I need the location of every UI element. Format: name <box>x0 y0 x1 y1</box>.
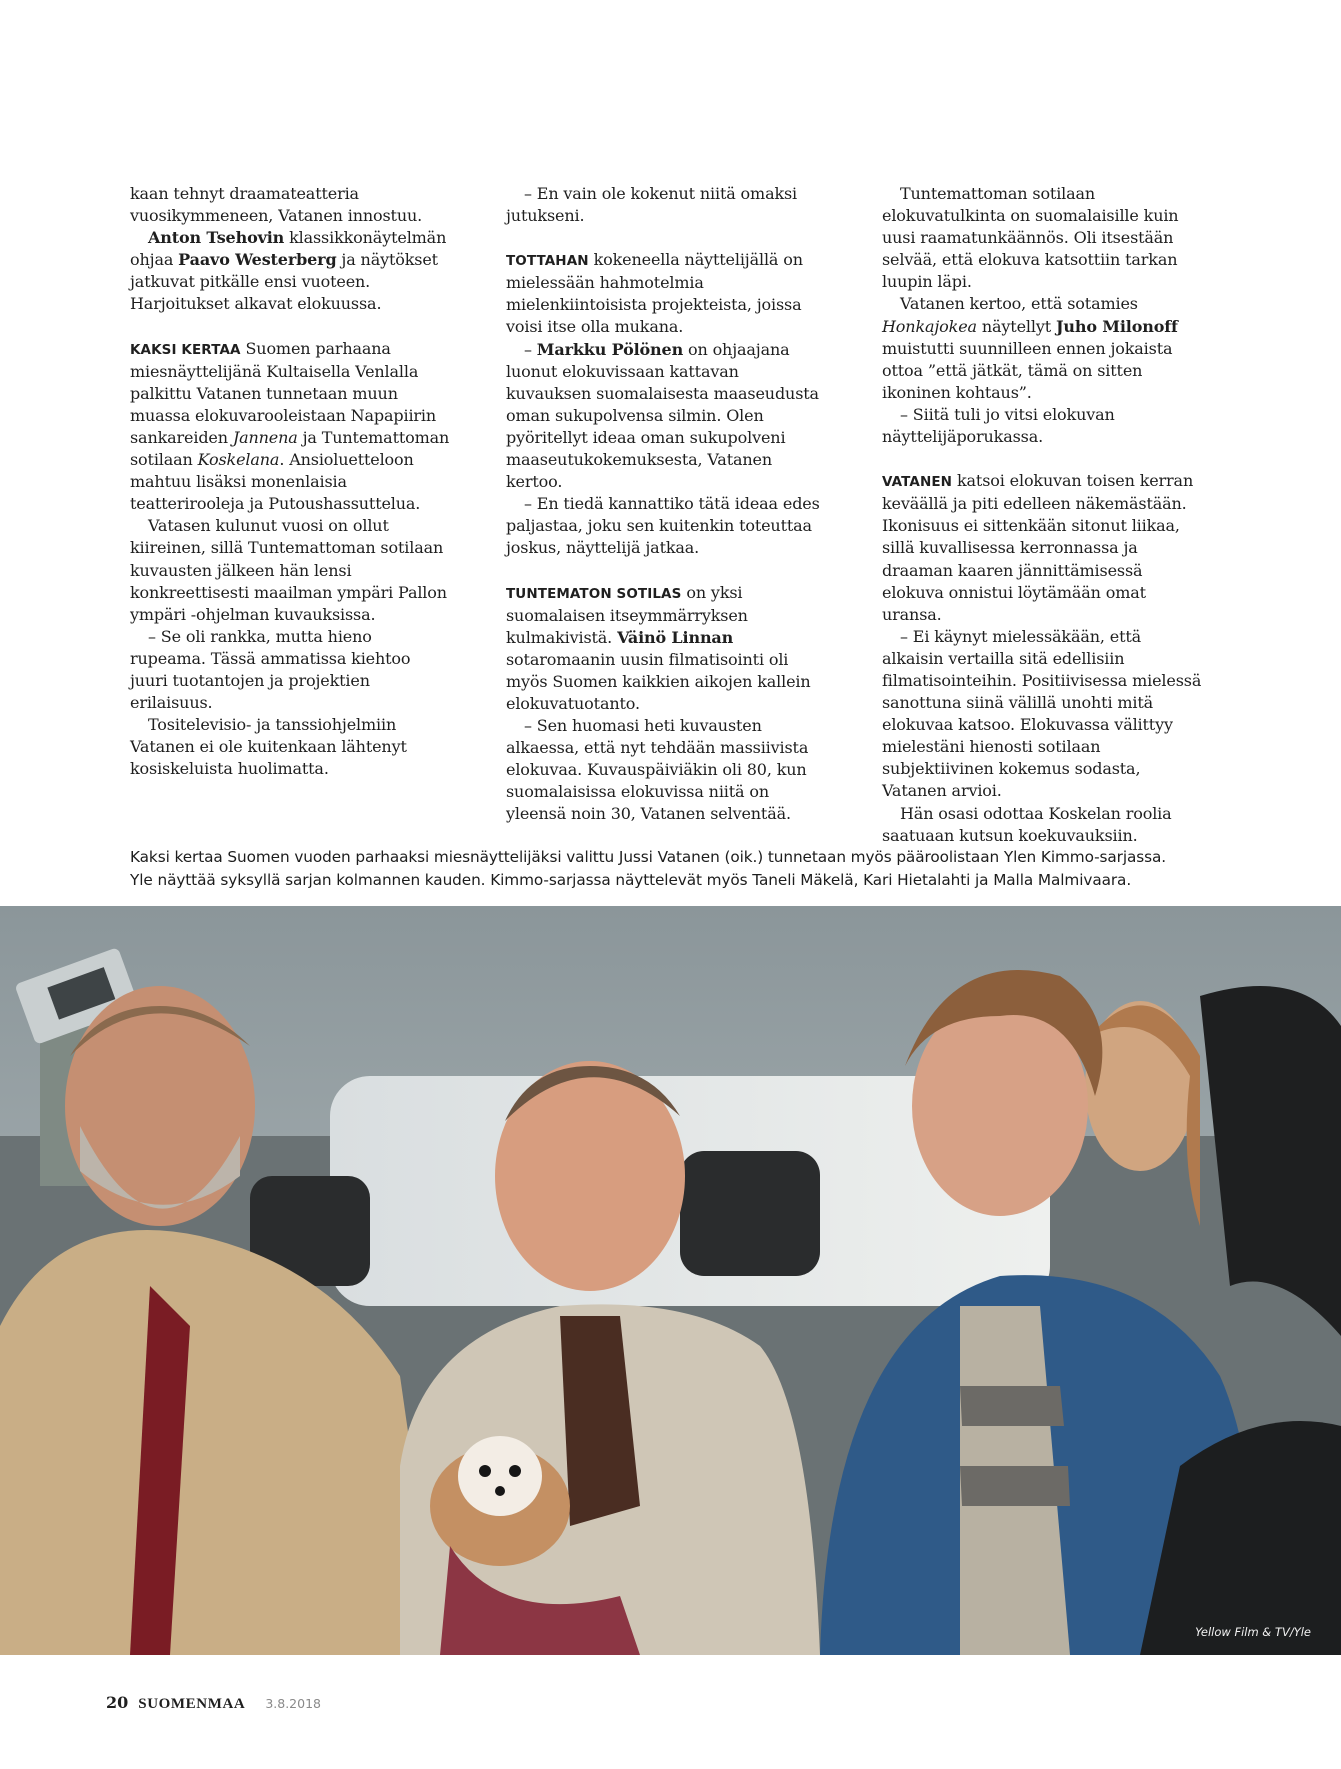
photo-credit: Yellow Film & TV/Yle <box>1195 1625 1311 1639</box>
text-run: ja näytökset jatkuvat pitkälle ensi vuoteen. Harjoitukset alkavat elokuussa. <box>130 250 438 314</box>
page-footer <box>106 1693 321 1715</box>
text-run: Vatanen kertoo, että sotamies <box>900 294 1138 314</box>
italic-title: Koskelana <box>197 450 280 470</box>
paragraph <box>130 338 452 516</box>
section-kicker: KAKSI KERTAA <box>130 341 241 358</box>
paragraph: – En tiedä kannattiko tätä ideaa edes paljastaa, joku sen kuitenkin toteuttaa joskus, näyttelijä jatkaa. <box>506 494 820 558</box>
paragraph: Hän osasi odottaa Koskelan roolia saatuaan kutsun koekuvauksiin. <box>882 803 1172 845</box>
text-run: on ohjaajana luonut elokuvissaan kattavan kuvauksen suomalaisesta maaseudusta oman sukupolvensa silmin. Olen pyöritellyt ideaa oman sukupolveni maaseutukokemuksesta, Vatanen kertoo. <box>506 339 819 492</box>
person-name: Anton Tsehovin <box>148 228 285 248</box>
article-column-1 <box>130 183 452 780</box>
text-run: muistutti suunnilleen ennen jokaista ottoa ”että jätkät, tämä on sitten ikoninen kohtaus”. <box>882 338 1173 402</box>
caption-line: Kaksi kertaa Suomen vuoden parhaaksi miesnäyttelijäksi valittu Jussi Vatanen (oik.) tunnetaan myös pääroolistaan Ylen Kimmo-sarjassa. <box>130 848 1167 866</box>
text-run: katsoi elokuvan toisen kerran keväällä ja piti edelleen näkemästään. Ikonisuus ei sittenkään sitonut liikaa, sillä kuvallisessa kerronnassa ja draaman kaaren jännittämisessä elokuva onnistui löytämään omat uransa. <box>882 471 1194 624</box>
publication-name: SUOMENMAA <box>138 1696 246 1712</box>
section-kicker: TOTTAHAN <box>506 253 589 270</box>
person-name: Juho Milonoff <box>1055 316 1178 336</box>
person-name: Paavo Westerberg <box>178 250 337 270</box>
paragraph: Tositelevisio- ja tanssiohjelmiin Vatanen ei ole kuitenkaan lähtenyt kosiskeluista huolimatta. <box>130 715 407 779</box>
paragraph <box>130 227 452 315</box>
text-run: sotaromaanin uusin filmatisointi oli myös Suomen kaikkien aikojen kallein elokuvatuotanto. <box>506 649 811 713</box>
paragraph <box>882 470 1204 626</box>
headrest-center <box>680 1151 820 1276</box>
italic-title: Jannena <box>232 427 298 447</box>
article-column-2 <box>506 183 828 826</box>
paragraph: Vatasen kulunut vuosi on ollut kiireinen, sillä Tuntemattoman sotilaan kuvausten jälkeen hän lensi konkreettisesti maailman ympäri Pallon ympäri -ohjelman kuvauksissa. <box>130 516 447 624</box>
paragraph: – Se oli rankka, mutta hieno rupeama. Tässä ammatissa kiehtoo juuri tuotantojen ja projektien erilaisuus. <box>130 626 411 713</box>
paragraph: – En vain ole kokenut niitä omaksi jutukseni. <box>506 184 798 226</box>
article-column-3 <box>882 183 1204 847</box>
text-run: näytellyt <box>976 316 1056 336</box>
paragraph: – Ei käynyt mielessäkään, että alkaisin vertailla sitä edellisiin filmatisointeihin. Positiivisessa mielessä sanottuna siinä välillä unohti mitä elokuvaa katsoo. Elokuvassa välittyy mielestäni hienosti sotilaan subjektiivinen kokemus sodasta, Vatanen arvioi. <box>882 626 1202 801</box>
paragraph <box>506 249 828 338</box>
italic-title: Honkajokea <box>882 316 977 336</box>
section-kicker: TUNTEMATON SOTILAS <box>506 585 682 602</box>
car-interior-illustration <box>0 906 1341 1655</box>
text-run: ja Tuntemattoman sotilaan <box>130 427 450 470</box>
article-photo <box>0 906 1341 1655</box>
person-name: Väinö Linnan <box>617 627 734 647</box>
text-run: klassikkonäytelmän ohjaa <box>130 228 447 270</box>
caption-line: Yle näyttää syksyllä sarjan kolmannen kauden. Kimmo-sarjassa näyttelevät myös Taneli Mäkelä, Kari Hietalahti ja Malla Malmivaara. <box>130 870 1132 889</box>
text-run: kokeneella näyttelijällä on mielessään hahmotelmia mielenkiintoisista projekteista, joissa voisi itse olla mukana. <box>506 250 803 337</box>
paragraph <box>882 293 1204 403</box>
text-run: on yksi suomalaisen itseymmärryksen kulmakivistä. <box>506 582 748 647</box>
paragraph: Tuntemattoman sotilaan elokuvatulkinta on suomalaisille kuin uusi raamatunkäännös. Oli itsestään selvää, että elokuva katsottiin tarkan luupin läpi. <box>882 184 1179 292</box>
text-run: – <box>524 339 537 359</box>
paragraph: – Siitä tuli jo vitsi elokuvan näyttelijäporukassa. <box>882 404 1115 447</box>
issue-date: 3.8.2018 <box>265 1696 321 1711</box>
person-name: Markku Pölönen <box>536 339 684 359</box>
text-run: . Ansioluetteloon mahtuu lisäksi monenlaisia teatterirooleja ja Putoushassuttelua. <box>130 450 421 514</box>
photo-caption <box>130 846 1220 891</box>
section-kicker: VATANEN <box>882 474 953 491</box>
paragraph <box>506 339 828 494</box>
paragraph <box>506 582 828 716</box>
text-run: Suomen parhaana miesnäyttelijänä Kultaisella Venlalla palkittu Vatanen tunnetaan muun muassa elokuvarooleistaan Napapiirin sankareiden <box>130 338 437 447</box>
page-number: 20 <box>106 1693 129 1712</box>
paragraph: kaan tehnyt draamateatteria vuosikymmeneen, Vatanen innostuu. <box>130 184 423 226</box>
paragraph: – Sen huomasi heti kuvausten alkaessa, että nyt tehdään massiivista elokuvaa. Kuvauspäiviäkin oli 80, kun suomalaisissa elokuvissa niitä on yleensä noin 30, Vatanen selventää. <box>506 716 809 824</box>
